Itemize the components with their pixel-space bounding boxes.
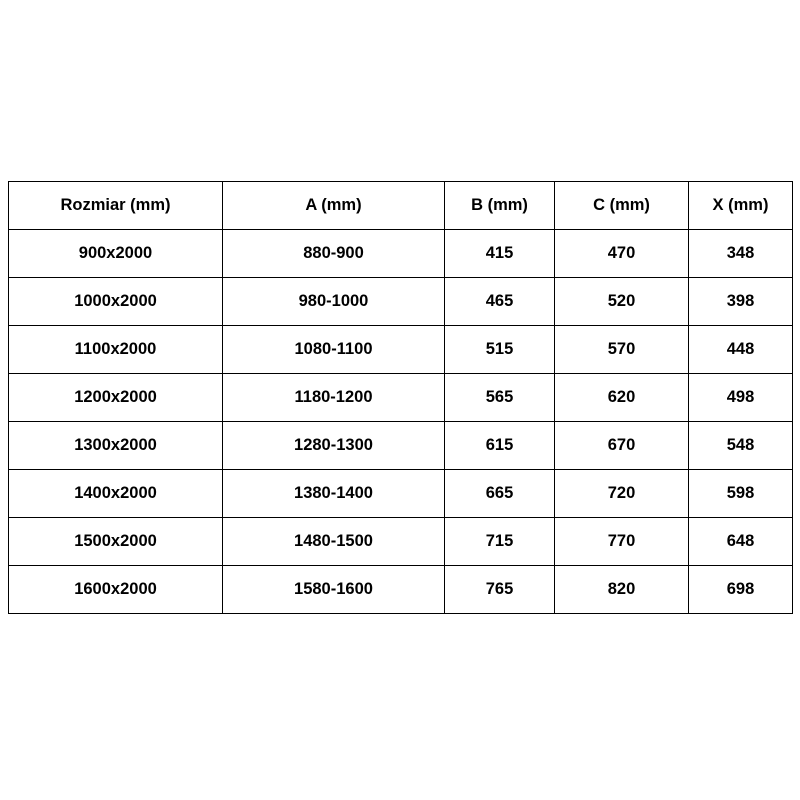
- cell-size: 1400x2000: [9, 470, 223, 518]
- cell-size: 1600x2000: [9, 566, 223, 614]
- table-row: [9, 470, 793, 518]
- column-header-a: A (mm): [223, 182, 445, 230]
- table-row: [9, 374, 793, 422]
- cell-x: 498: [689, 374, 793, 422]
- cell-c: 570: [555, 326, 689, 374]
- cell-c: 670: [555, 422, 689, 470]
- dimensions-table: [8, 181, 793, 614]
- cell-c: 520: [555, 278, 689, 326]
- cell-c: 470: [555, 230, 689, 278]
- column-header-x: X (mm): [689, 182, 793, 230]
- cell-a: 1380-1400: [223, 470, 445, 518]
- cell-b: 515: [445, 326, 555, 374]
- cell-size: 1300x2000: [9, 422, 223, 470]
- cell-b: 565: [445, 374, 555, 422]
- table-row: [9, 518, 793, 566]
- cell-a: 980-1000: [223, 278, 445, 326]
- cell-a: 880-900: [223, 230, 445, 278]
- table-header-row: [9, 182, 793, 230]
- cell-x: 648: [689, 518, 793, 566]
- cell-b: 415: [445, 230, 555, 278]
- cell-b: 715: [445, 518, 555, 566]
- cell-a: 1180-1200: [223, 374, 445, 422]
- cell-c: 620: [555, 374, 689, 422]
- cell-size: 900x2000: [9, 230, 223, 278]
- cell-x: 448: [689, 326, 793, 374]
- table-row: [9, 326, 793, 374]
- cell-x: 598: [689, 470, 793, 518]
- cell-size: 1500x2000: [9, 518, 223, 566]
- cell-x: 398: [689, 278, 793, 326]
- cell-size: 1200x2000: [9, 374, 223, 422]
- cell-x: 698: [689, 566, 793, 614]
- table-row: [9, 230, 793, 278]
- cell-c: 820: [555, 566, 689, 614]
- cell-a: 1080-1100: [223, 326, 445, 374]
- cell-b: 765: [445, 566, 555, 614]
- column-header-size: Rozmiar (mm): [9, 182, 223, 230]
- table-row: [9, 278, 793, 326]
- column-header-b: B (mm): [445, 182, 555, 230]
- cell-a: 1580-1600: [223, 566, 445, 614]
- cell-x: 548: [689, 422, 793, 470]
- cell-x: 348: [689, 230, 793, 278]
- cell-b: 665: [445, 470, 555, 518]
- cell-c: 770: [555, 518, 689, 566]
- table-row: [9, 422, 793, 470]
- cell-c: 720: [555, 470, 689, 518]
- table-row: [9, 566, 793, 614]
- spec-table-container: [8, 181, 792, 614]
- cell-b: 615: [445, 422, 555, 470]
- cell-a: 1480-1500: [223, 518, 445, 566]
- cell-b: 465: [445, 278, 555, 326]
- column-header-c: C (mm): [555, 182, 689, 230]
- cell-a: 1280-1300: [223, 422, 445, 470]
- cell-size: 1000x2000: [9, 278, 223, 326]
- cell-size: 1100x2000: [9, 326, 223, 374]
